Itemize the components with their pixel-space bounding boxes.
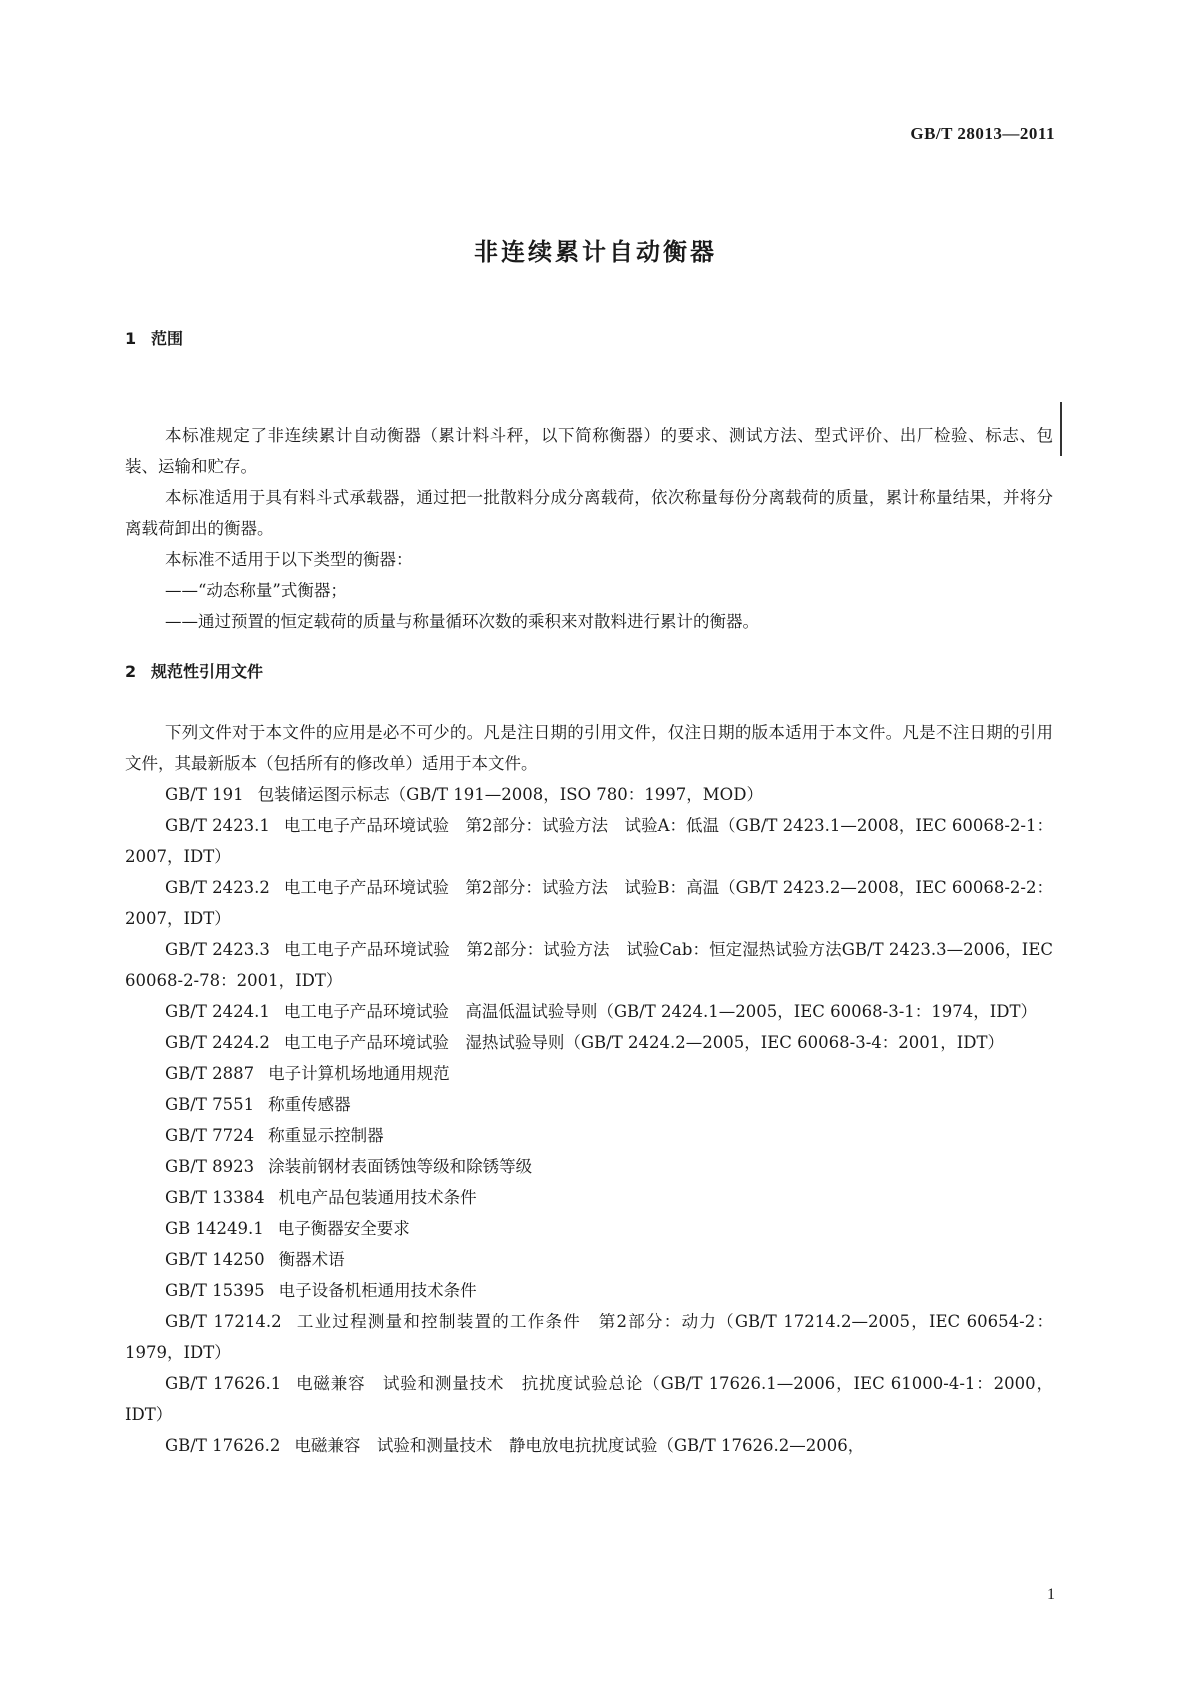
reference-title: 机电产品包装通用技术条件: [278, 1188, 477, 1207]
section-heading-scope: [125, 328, 1053, 350]
reference-title: 衡器术语: [278, 1250, 345, 1269]
paragraph: 本标准不适用于以下类型的衡器：: [165, 550, 413, 569]
document-body: [125, 328, 1053, 1461]
reference-code: GB/T 2423.1: [165, 816, 270, 835]
revision-change-bar: [1060, 402, 1062, 456]
reference-list: [125, 779, 1053, 1461]
reference-code: GB/T 17626.2: [165, 1436, 281, 1455]
reference-item: [125, 1151, 1053, 1182]
reference-code: GB/T 17626.1: [165, 1374, 282, 1393]
reference-title: 电磁兼容 试验和测量技术 抗扰度试验总论（GB/T 17626.1—2006，IEC 61000-4-1：2000，IDT）: [125, 1374, 1053, 1424]
reference-title: 电工电子产品环境试验 第2部分：试验方法 试验Cab：恒定湿热试验方法GB/T 2423.3—2006，IEC 60068-2-78：2001，IDT）: [125, 940, 1053, 990]
reference-title: 电子设备机柜通用技术条件: [278, 1281, 477, 1300]
section-title: 范围: [151, 329, 184, 348]
reference-item: [125, 810, 1053, 872]
reference-title: 电工电子产品环境试验 第2部分：试验方法 试验B：高温（GB/T 2423.2—2008，IEC 60068-2-2：2007，IDT）: [125, 878, 1053, 928]
reference-item: [125, 996, 1053, 1027]
reference-item: [125, 1275, 1053, 1306]
reference-item: [125, 1182, 1053, 1213]
reference-item: [125, 1027, 1053, 1058]
section-heading-normative-references: [125, 661, 1053, 683]
reference-title: 包装储运图示标志（GB/T 191—2008，ISO 780：1997，MOD）: [257, 785, 763, 804]
reference-title: 电工电子产品环境试验 第2部分：试验方法 试验A：低温（GB/T 2423.1—2008，IEC 60068-2-1：2007，IDT）: [125, 816, 1053, 866]
reference-title: 电工电子产品环境试验 高温低温试验导则（GB/T 2424.1—2005，IEC 60068-3-1：1974，IDT）: [283, 1002, 1038, 1021]
reference-code: GB/T 2424.1: [165, 1002, 270, 1021]
reference-item: [125, 779, 1053, 810]
reference-code: GB 14249.1: [165, 1219, 264, 1238]
reference-code: GB/T 2887: [165, 1064, 255, 1083]
reference-item: [125, 872, 1053, 934]
paragraph: 本标准规定了非连续累计自动衡器（累计料斗秤，以下简称衡器）的要求、测试方法、型式评价、出厂检验、标志、包装、运输和贮存。: [125, 426, 1053, 476]
standard-code: GB/T 28013—2011: [910, 124, 1055, 143]
reference-code: GB/T 13384: [165, 1188, 265, 1207]
reference-title: 称重显示控制器: [268, 1126, 384, 1145]
reference-item: [125, 1213, 1053, 1244]
reference-title: 工业过程测量和控制装置的工作条件 第2部分：动力（GB/T 17214.2—2005，IEC 60654-2：1979，IDT）: [125, 1312, 1053, 1362]
reference-code: GB/T 2424.2: [165, 1033, 270, 1052]
reference-item: [125, 1430, 1053, 1461]
section-number: 2: [125, 662, 137, 681]
reference-title: 称重传感器: [268, 1095, 351, 1114]
reference-item: [125, 934, 1053, 996]
reference-title: 电子衡器安全要求: [277, 1219, 410, 1238]
reference-code: GB/T 2423.2: [165, 878, 270, 897]
list-item: ——“动态称量”式衡器；: [165, 581, 347, 600]
section-number: 1: [125, 329, 137, 348]
paragraph: 本标准适用于具有料斗式承载器，通过把一批散料分成分离载荷，依次称量每份分离载荷的质量，累计称量结果，并将分离载荷卸出的衡器。: [125, 488, 1053, 538]
reference-code: GB/T 191: [165, 785, 244, 804]
reference-title: 电工电子产品环境试验 湿热试验导则（GB/T 2424.2—2005，IEC 60068-3-4：2001，IDT）: [283, 1033, 1005, 1052]
document-title: 非连续累计自动衡器: [474, 238, 717, 266]
section-title: 规范性引用文件: [151, 662, 264, 681]
reference-code: GB/T 15395: [165, 1281, 265, 1300]
reference-title: 电子计算机场地通用规范: [268, 1064, 450, 1083]
reference-item: [125, 1089, 1053, 1120]
reference-title: 电磁兼容 试验和测量技术 静电放电抗扰度试验（GB/T 17626.2—2006，: [294, 1436, 865, 1455]
reference-code: GB/T 7724: [165, 1126, 255, 1145]
reference-code: GB/T 2423.3: [165, 940, 270, 959]
reference-code: GB/T 7551: [165, 1095, 255, 1114]
reference-code: GB/T 8923: [165, 1157, 255, 1176]
reference-item: [125, 1058, 1053, 1089]
reference-code: GB/T 17214.2: [165, 1312, 282, 1331]
page-number: 1: [1047, 1586, 1055, 1603]
reference-code: GB/T 14250: [165, 1250, 265, 1269]
paragraph: 下列文件对于本文件的应用是必不可少的。凡是注日期的引用文件，仅注日期的版本适用于本文件。凡是不注日期的引用文件，其最新版本（包括所有的修改单）适用于本文件。: [125, 723, 1053, 773]
reference-item: [125, 1306, 1053, 1368]
reference-item: [125, 1368, 1053, 1430]
reference-item: [125, 1244, 1053, 1275]
list-item: ——通过预置的恒定载荷的质量与称量循环次数的乘积来对散料进行累计的衡器。: [165, 612, 759, 631]
reference-item: [125, 1120, 1053, 1151]
reference-title: 涂装前钢材表面锈蚀等级和除锈等级: [268, 1157, 533, 1176]
